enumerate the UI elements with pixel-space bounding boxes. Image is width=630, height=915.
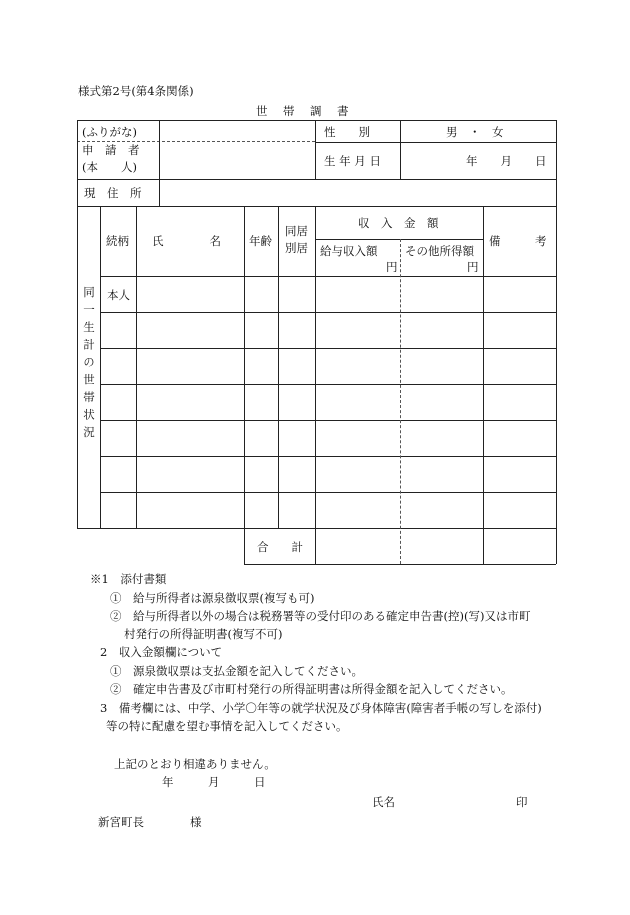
col-relation-header: 続柄 xyxy=(106,234,129,248)
seal-mark: 印 xyxy=(516,795,528,809)
col-name-header: 氏 名 xyxy=(152,234,221,248)
note-3: 3 備考欄には、中学、小学〇年等の就学状況及び身体障害(障害者手帳の写しを添付) xyxy=(100,701,542,715)
note-1-b: ② 給与所得者以外の場合は税務署等の受付印のある確定申告書(控)(写)又は市町 xyxy=(110,609,531,623)
address-label: 現 住 所 xyxy=(84,186,142,200)
furigana-label: (ふりがな) xyxy=(82,125,137,139)
date-field[interactable]: 年 月 日 xyxy=(162,775,266,789)
addressee: 新宮町長 様 xyxy=(98,815,202,829)
applicant-label: 申 請 者 xyxy=(82,143,140,157)
form-id: 様式第2号(第4条関係) xyxy=(78,84,194,98)
gender-value[interactable]: 男 ・ 女 xyxy=(446,125,504,139)
col-separate-header: 別居 xyxy=(285,241,308,255)
col-salary-unit: 円 xyxy=(386,260,398,274)
col-remarks-header: 備 考 xyxy=(489,234,547,248)
page-title: 世 帯 調 書 xyxy=(256,104,351,118)
address-field[interactable] xyxy=(160,180,555,205)
row-1-relation: 本人 xyxy=(107,288,130,302)
col-other-header: その他所得額 xyxy=(405,244,474,258)
note-2-a: ① 源泉徴収票は支払金額を記入してください。 xyxy=(110,664,363,678)
note-2-heading: 2 収入金額欄について xyxy=(100,645,223,659)
col-cohab-header: 同居 xyxy=(285,224,308,238)
col-age-header: 年齢 xyxy=(249,234,272,248)
col-other-unit: 円 xyxy=(467,260,479,274)
note-1-a: ① 給与所得者は源泉徴収票(複写も可) xyxy=(110,591,315,605)
note-1-b-cont: 村発行の所得証明書(複写不可) xyxy=(124,627,283,641)
note-2-b: ② 確定申告書及び市町村発行の所得証明書は所得金額を記入してください。 xyxy=(110,682,513,696)
birthdate-label: 生 年 月 日 xyxy=(324,154,381,168)
gender-label: 性 別 xyxy=(324,125,370,139)
self-label: (本 人) xyxy=(82,160,137,174)
total-label: 合 計 xyxy=(257,540,303,554)
furigana-field[interactable] xyxy=(160,121,314,140)
household-side-label: 同一生計の世帯状況 xyxy=(82,286,96,444)
birthdate-field[interactable]: 年 月 日 xyxy=(466,154,547,168)
col-income-header: 収 入 金 額 xyxy=(358,216,439,230)
signature-name-label: 氏名 xyxy=(372,795,395,809)
col-salary-header: 給与収入額 xyxy=(320,244,378,258)
note-1-heading: ※1 添付書類 xyxy=(90,572,167,586)
note-3-cont: 等の特に配慮を望む事情を記入してください。 xyxy=(106,719,348,733)
applicant-name-field[interactable] xyxy=(160,143,314,178)
declaration: 上記のとおり相違ありません。 xyxy=(114,757,276,771)
